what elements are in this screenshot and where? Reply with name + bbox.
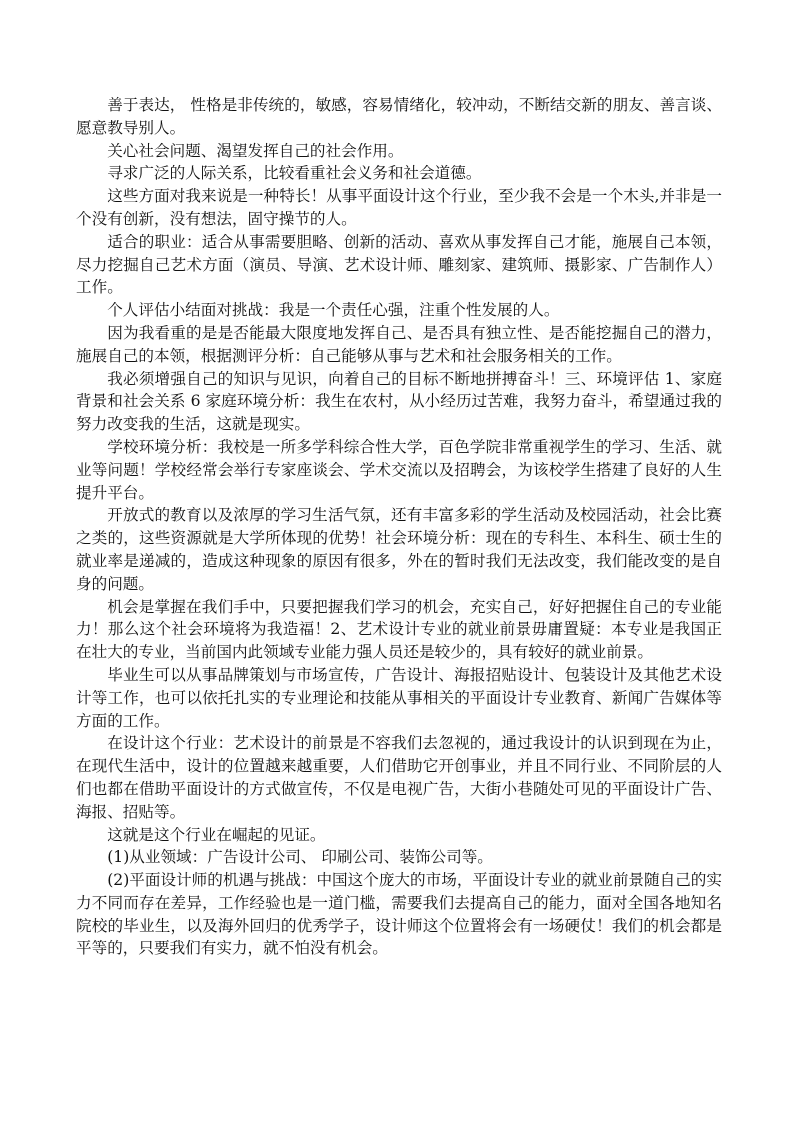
paragraph-suitable-careers: 适合的职业：适合从事需要胆略、创新的活动、喜欢从事发挥自己才能，施展自己本领，尽力挖掘自己艺术方面（演员、导演、艺术设计师、雕刻家、建筑师、摄影家、广告制作人）工作。: [76, 232, 722, 297]
paragraph-values: 因为我看重的是是否能最大限度地发挥自己、是否具有独立性、是否能挖掘自己的潜力，施展自己的本领，根据测评分析：自己能够从事与艺术和社会服务相关的工作。: [76, 323, 722, 365]
paragraph-industry-rise: 这就是这个行业在崛起的见证。: [107, 825, 326, 844]
paragraph-strengths: 这些方面对我来说是一种特长！从事平面设计这个行业，至少我不会是一个木头,并非是一个没有创新，没有想法，固守操节的人。: [76, 187, 722, 228]
paragraph-challenges: (2)平面设计师的机遇与挑战：中国这个庞大的市场，平面设计专业的就业前景随自己的实力不同而存在差异，工作经验也是一道门槛，需要我们去提高自己的能力，面对全国各地知名院校的毕业生，以及海外回归的优秀学子，设计师这个位置将会有一场硬仗！我们的机会都是平等的，只要我们有实力，就不怕没有机会。: [76, 871, 722, 958]
paragraph-expression: 善于表达， 性格是非传统的，敏感，容易情绪化，较冲动，不断结交新的朋友、善言谈、愿意教导别人。: [76, 96, 722, 137]
paragraph-social-environment: 开放式的教育以及浓厚的学习生活气氛，还有丰富多彩的学生活动及校园活动，社会比赛之类的，这些资源就是大学所体现的优势！社会环境分析：现在的专科生、本科生、硕士生的就业率是递减的，造成这种现象的原因有很多，外在的暂时我们无法改变，我们能改变的是自身的问题。: [76, 506, 722, 593]
paragraph-relationships: 寻求广泛的人际关系，比较看重社会义务和社会道德。: [107, 164, 482, 183]
paragraph-school-environment: 学校环境分析：我校是一所多学科综合性大学，百色学院非常重视学生的学习、生活、就业等问题！学校经常会举行专家座谈会、学术交流以及招聘会，为该校学生搭建了良好的人生提升平台。: [76, 437, 722, 502]
paragraph-fields: (1)从业领域：广告设计公司、 印刷公司、装饰公司等。: [107, 848, 493, 867]
paragraph-self-assessment: 个人评估小结面对挑战：我是一个责任心强，注重个性发展的人。: [107, 301, 560, 320]
paragraph-opportunity: 机会是掌握在我们手中，只要把握我们学习的机会，充实自己，好好把握住自己的专业能力！那么这个社会环境将为我造福！2、艺术设计专业的就业前景毋庸置疑：本专业是我国正在壮大的专业，当前国内此领域专业能力强人员还是较少的，具有较好的就业前景。: [76, 597, 722, 662]
paragraph-graduate-careers: 毕业生可以从事品牌策划与市场宣传，广告设计、海报招贴设计、包装设计及其他艺术设计等工作，也可以依托扎实的专业理论和技能从事相关的平面设计专业教育、新闻广告媒体等方面的工作。: [76, 665, 722, 730]
paragraph-design-industry: 在设计这个行业：艺术设计的前景是不容我们去忽视的，通过我设计的认识到现在为止，在现代生活中，设计的位置越来越重要，人们借助它开创事业，并且不同行业、不同阶层的人们也都在借助平面设计的方式做宣传，不仅是电视广告，大街小巷随处可见的平面设计广告、海报、招贴等。: [76, 734, 722, 821]
document-body: [76, 94, 722, 960]
paragraph-social-concern: 关心社会问题、渴望发挥自己的社会作用。: [107, 141, 404, 160]
paragraph-family-environment: 我必须增强自己的知识与见识，向着自己的目标不断地拼搏奋斗！三、环境评估 1、家庭背景和社会关系 6 家庭环境分析：我生在农村，从小经历过苦难，我努力奋斗，希望通过我的努力改变我的生活，这就是现实。: [76, 369, 722, 434]
